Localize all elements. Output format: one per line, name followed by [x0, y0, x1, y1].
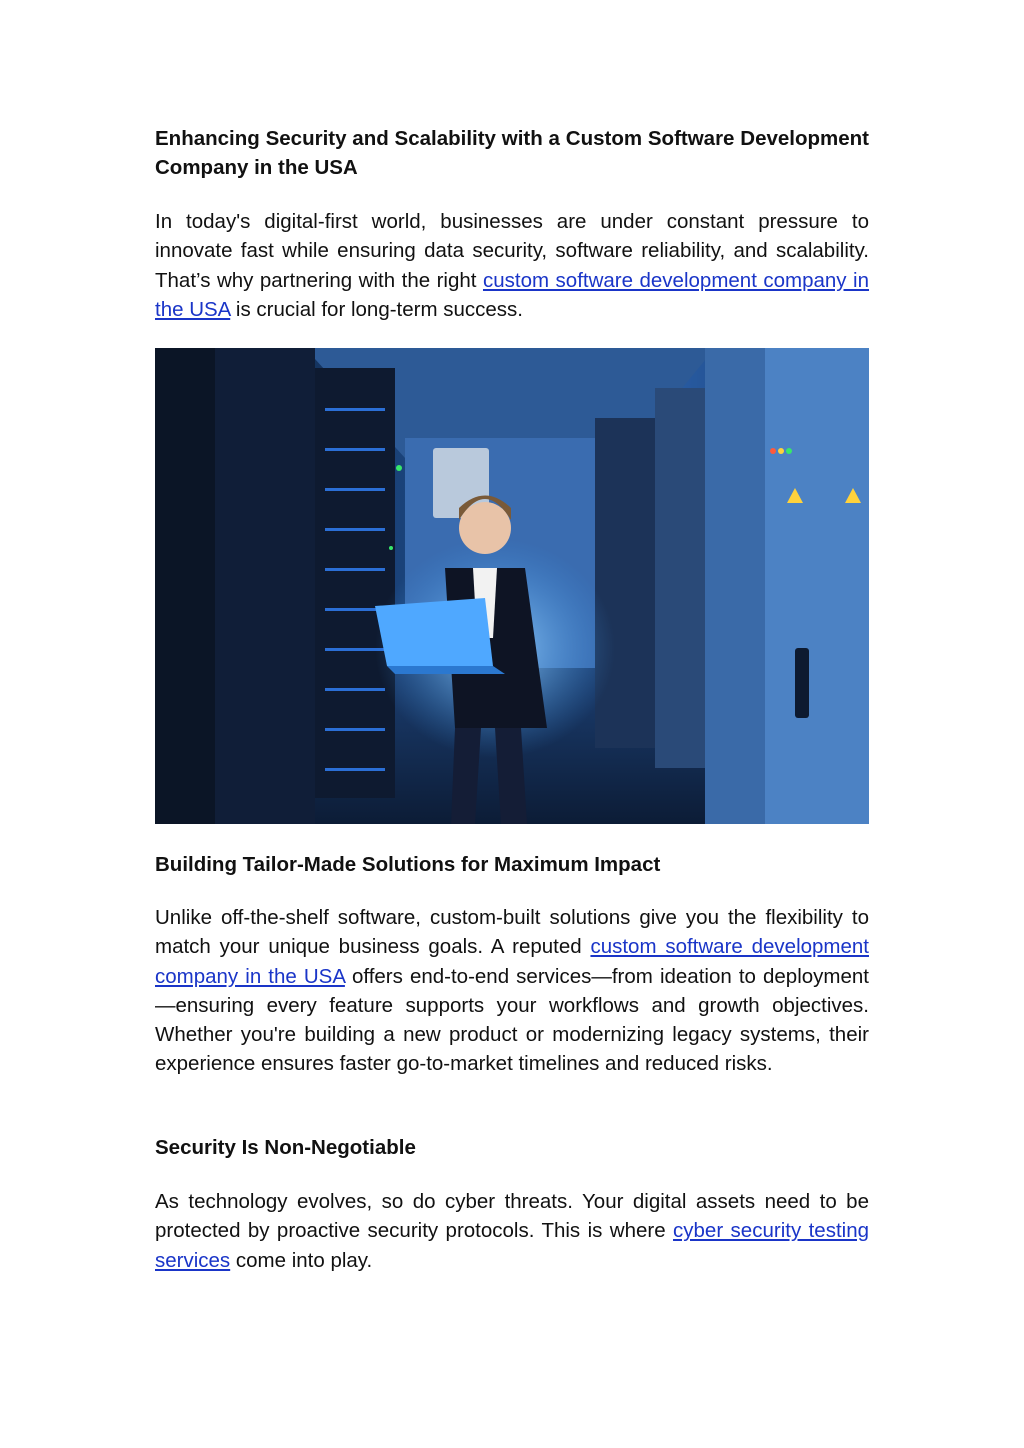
section-security-text-before: As technology evolves, so do cyber threats. Your digital assets need to be protected by proactive security protocols. This is where [155, 1190, 869, 1243]
custom-software-link-2[interactable]: custom software development company in the USA [155, 935, 869, 988]
article-header [155, 124, 869, 182]
section-heading-security: Security Is Non-Negotiable [155, 1136, 416, 1159]
section-security [155, 1133, 869, 1162]
custom-software-link[interactable]: custom software development company in the USA [155, 268, 870, 321]
section-heading-building: Building Tailor-Made Solutions for Maximum Impact [155, 853, 661, 876]
intro-text-after: is crucial for long-term success. [230, 297, 523, 321]
section-security-paragraph [155, 1187, 869, 1275]
section-building [155, 850, 869, 879]
section-security-text-after: come into play. [230, 1248, 373, 1272]
server-room-photo [155, 348, 869, 824]
section-building-text-before: Unlike off-the-shelf software, custom-built solutions give you the flexibility to match your unique business goals. A reputed [155, 906, 869, 959]
section-building-text-after: offers end-to-end services—from ideation to deployment—ensuring every feature supports your workflows and growth objectives. Whether you're building a new product or modernizing legacy systems, their experience ensures faster go-to-market timelines and reduced risks. [155, 964, 869, 1076]
page-title: Enhancing Security and Scalability with a Custom Software Development Company in the USA [155, 127, 869, 179]
cyber-security-link[interactable]: cyber security testing services [155, 1219, 869, 1272]
hero-image [155, 348, 869, 824]
intro-block [155, 207, 869, 324]
section-security-body [155, 1187, 869, 1275]
intro-text-before: In today's digital-first world, businesses are under constant pressure to innovate fast while ensuring data security, software reliability, and scalability. That’s why partnering with the right [155, 210, 869, 292]
intro-paragraph [155, 207, 869, 324]
section-building-body [155, 903, 869, 1079]
section-building-paragraph [155, 903, 869, 1079]
